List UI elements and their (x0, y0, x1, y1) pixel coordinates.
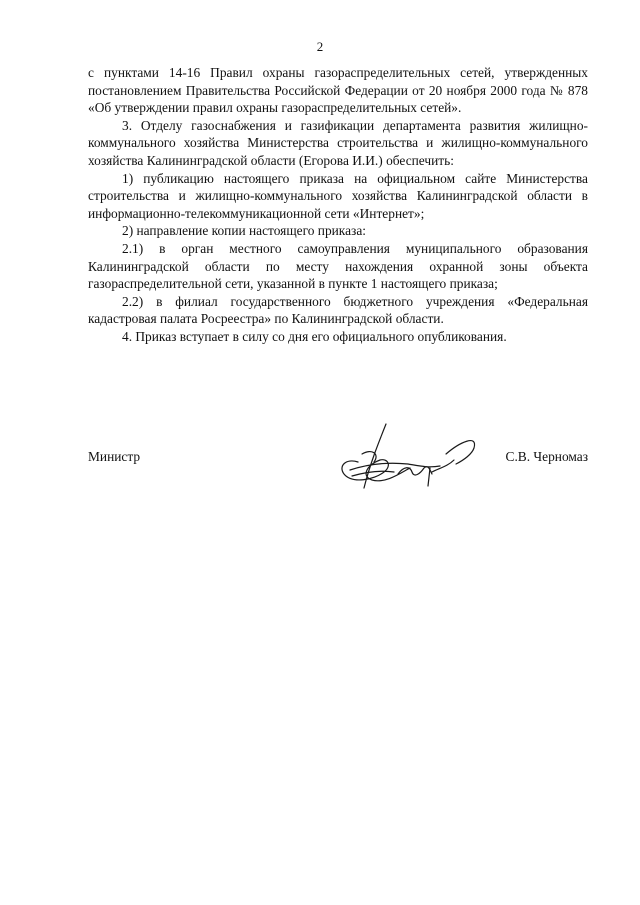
paragraph-item-2-1: 2.1) в орган местного самоуправления муниципального образования Калининградской области по месту нахождения охранной зоны объекта газораспределительной сети, указанной в пункте 1 настоящего приказа; (88, 240, 588, 292)
paragraph-item-4: 4. Приказ вступает в силу со дня его официального опубликования. (122, 328, 507, 344)
signature-block (88, 444, 588, 484)
paragraph-item-2-2: 2.2) в филиал государственного бюджетного учреждения «Федеральная кадастровая палата Росреестра» по Калининградской области. (88, 293, 588, 327)
signatory-title: Министр (88, 449, 141, 464)
handwritten-signature (328, 414, 478, 494)
paragraph-item-3-2: 2) направление копии настоящего приказа: (122, 223, 367, 239)
page-number: 2 (316, 39, 324, 54)
paragraph-item-3: 3. Отделу газоснабжения и газификации департамента развития жилищно-коммунального хозяйства Министерства строительства и жилищно-коммунального хозяйства Калининградской области (Егорова И.И.) обеспечить: (88, 117, 588, 168)
signatory-name: С.В. Черномаз (505, 449, 588, 464)
paragraph-item-3-1: 1) публикацию настоящего приказа на официальном сайте Министерства строительства и жилищно-коммунального хозяйства Калининградской области в информационно-телекоммуникационной сети «Интернет»; (88, 170, 588, 221)
paragraph-rules-reference: с пунктами 14-16 Правил охраны газораспределительных сетей, утвержденных постановлением Правительства Российской Федерации от 20 ноября 2000 года № 878 «Об утверждении правил охраны газораспределительных сетей». (88, 65, 588, 116)
document-body (88, 64, 588, 346)
